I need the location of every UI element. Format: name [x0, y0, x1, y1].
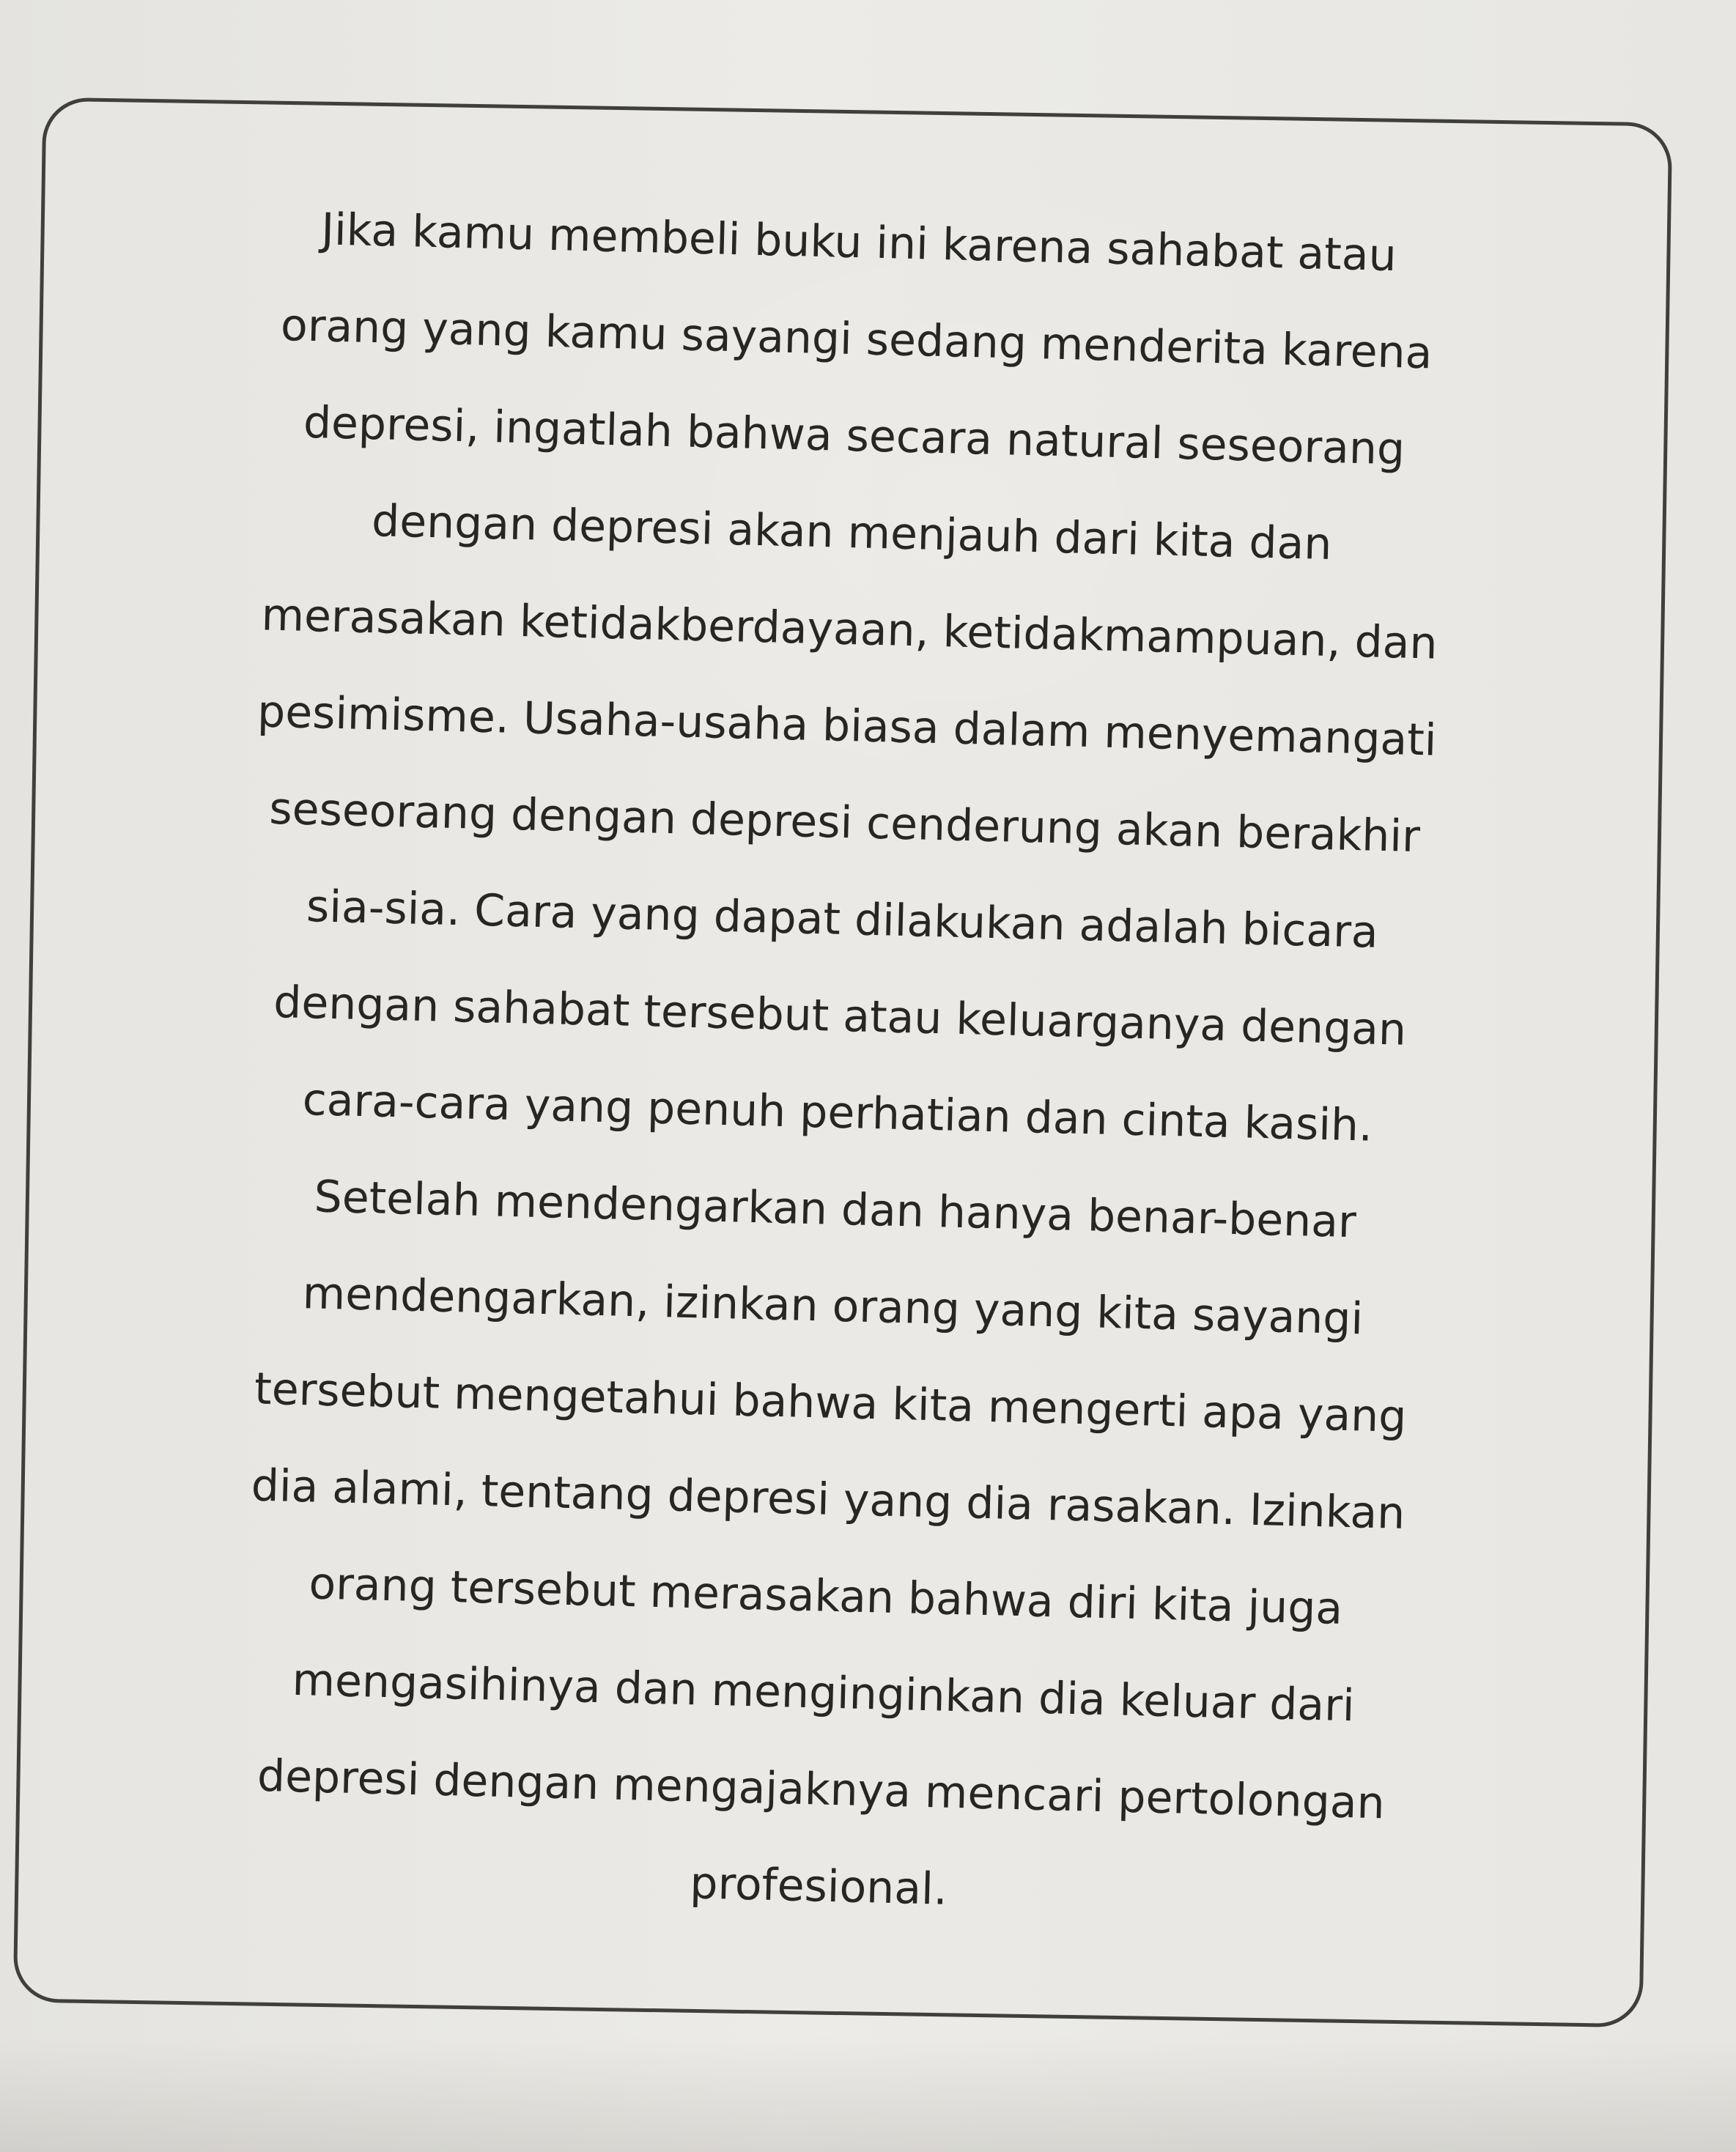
callout-box: [13, 97, 1673, 2028]
callout-line: pesimisme. Usaha-usaha biasa dalam menyemangati: [256, 686, 1438, 766]
callout-line: cara-cara yang penuh perhatian dan cinta kasih.: [301, 1074, 1373, 1152]
callout-line: orang yang kamu sayangi sedang menderita karena: [280, 299, 1433, 380]
callout-line: dengan depresi akan menjauh dari kita dan: [371, 495, 1333, 571]
callout-line: mendengarkan, izinkan orang yang kita sayangi: [302, 1268, 1364, 1345]
callout-line: orang tersebut merasakan bahwa diri kita juga: [308, 1558, 1343, 1635]
callout-line: sia-sia. Cara yang dapat dilakukan adalah bicara: [306, 881, 1379, 958]
callout-line: seseorang dengan depresi cenderung akan berakhir: [268, 783, 1421, 863]
callout-line: merasakan ketidakberdayaan, ketidakmampuan, dan: [260, 589, 1438, 670]
callout-line: dia alami, tentang depresi yang dia rasakan. Izinkan: [251, 1460, 1406, 1539]
callout-paragraph: [113, 177, 1565, 1952]
callout-line: Setelah mendengarkan dan hanya benar-benar: [313, 1171, 1357, 1249]
callout-line: mengasihinya dan menginginkan dia keluar dari: [291, 1654, 1356, 1732]
callout-line: tersebut mengetahui bahwa kita mengerti apa yang: [254, 1363, 1408, 1443]
callout-line: depresi dengan mengajaknya mencari pertolongan: [256, 1750, 1386, 1830]
callout-line: dengan sahabat tersebut atau keluarganya dengan: [273, 977, 1407, 1056]
callout-line: profesional.: [689, 1857, 948, 1915]
callout-line: Jika kamu membeli buku ini karena sahabat atau: [320, 204, 1397, 282]
callout-line: depresi, ingatlah bahwa secara natural seseorang: [303, 396, 1406, 476]
page-shadow: [0, 2037, 1736, 2152]
